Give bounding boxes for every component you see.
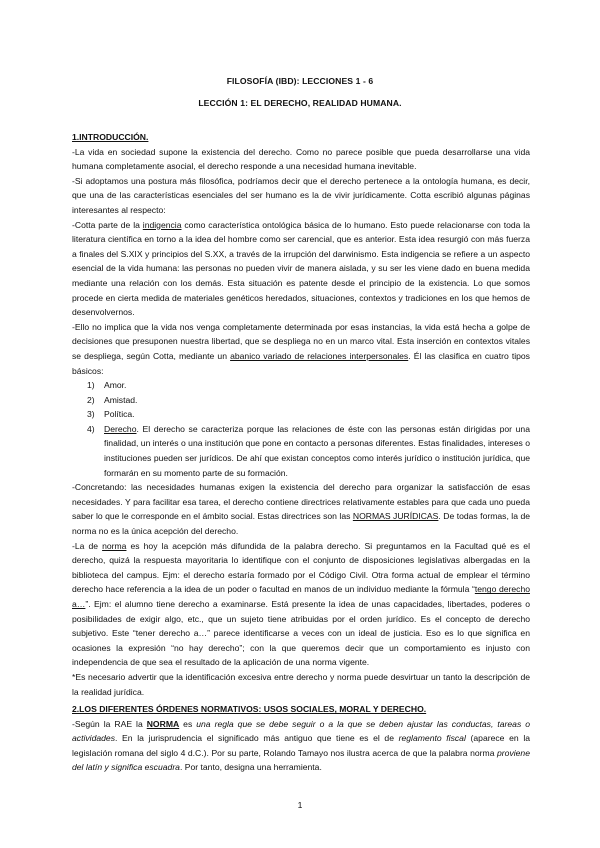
underlined-term: NORMAS JURÍDICAS bbox=[352, 511, 439, 522]
paragraph: -La vida en sociedad supone la existencia del derecho. Como no parece posible que pueda desarrollarse una vida humana completamente asocial, el derecho responde a una necesidad humana inevitable. bbox=[72, 146, 530, 172]
lesson-title: LECCIÓN 1: EL DERECHO, REALIDAD HUMANA. bbox=[198, 98, 402, 108]
list-item: 3) Política. bbox=[87, 409, 135, 420]
paragraph: -La de norma es hoy la acepción más difundida de la palabra derecho. Si preguntamos en la Facultad qué es el derecho, quizá la respuesta mayoritaria lo identifique con el conjunto de disposiciones legislativas albergadas en la biblioteca del campus. Ejm: el derecho estaría formado por el Código Civil. Otra forma actual de emplear el término derecho hace referencia a la idea de un poder o facultad en manos de un individuo mediante la fórmula “tengo derecho a…”. Ejm: el alumno tiene derecho a examinarse. Está presente la idea de unas capacidades, libertades, poderes o posibilidades de exigir algo, etc., que un sujeto tiene atribuidas por el orden jurídico. Es el concepto de derecho subjetivo. Este “tener derecho a…” parece identificarse a veces con un ideal de justicia. Eso es lo que significa en ocasiones la expresión “no hay derecho”; con la que queremos decir que un comportamiento es injusto con independencia de que sea el resultado de la aplicación de una norma vigente. bbox=[72, 540, 530, 668]
paragraph: *Es necesario advertir que la identificación excesiva entre derecho y norma puede desvirtuar un tanto la descripción de la realidad jurídica. bbox=[72, 671, 530, 697]
list-item: 4) Derecho. El derecho se caracteriza porque las relaciones de éste con las personas están dirigidas por una finalidad, un interés o una institución que pone en contacto a personas diferentes. Estas finalidades, intereses o instituciones pueden ser jurídicos. De ahí que existan conceptos como interés jurídico o institución jurídica, que formarán en su momento parte de su formación. bbox=[87, 423, 530, 478]
relation-types-list bbox=[72, 378, 530, 480]
section-introduccion bbox=[72, 130, 530, 699]
paragraph: -Cotta parte de la indigencia como característica ontológica básica de lo humano. Esto puede relacionarse con toda la literatura científica en torno a la idea del hombre como ser carencial, que es anterior. Esta idea resurgió con más fuerza a finales del S.XIX y principios del S.XX, a través de la irrupción del darwinismo. Esta indigencia se refiere a un aspecto esencial de la vida humana: las personas no pueden vivir de manera aislada, y su ser les viene dado en buena medida mediante una relación con los demás. Esta situación es patente desde el principio de la existencia. Lo que somos procede en cierta medida de materiales genéticos heredados, situaciones, contextos y tradiciones en los que hemos de desenvolvernos. bbox=[72, 219, 530, 318]
underlined-term: Derecho bbox=[104, 423, 137, 434]
paragraph: -Si adoptamos una postura más filosófica, podríamos decir que el derecho pertenece a la ontología humana, es decir, que una de las características esenciales del ser humano es la de vivir jurídicamente. Cotta escribió algunas páginas interesantes al respecto: bbox=[72, 175, 530, 215]
paragraph: -Ello no implica que la vida nos venga completamente determinada por esas instancias, la vida está hecha a golpe de decisiones que presuponen nuestra libertad, que se despliega no en un marco vital. Esta inserción en contextos vitales se despliega, según Cotta, mediante un abanico variado de relaciones interpersonales. Él las clasifica en cuatro tipos básicos: bbox=[72, 321, 530, 376]
underlined-term: NORMA bbox=[146, 718, 180, 729]
underlined-term: tengo derecho a… bbox=[72, 584, 530, 609]
underlined-term: norma bbox=[102, 540, 127, 551]
paragraph: -Concretando: las necesidades humanas exigen la existencia del derecho para organizar la satisfacción de esas necesidades. Y para facilitar esa tarea, el derecho contiene directrices relativamente estables para que cada uno pueda saber lo que le corresponde en el ámbito social. Estas directrices son las NORMAS JURÍDICAS. De todas formas, la de norma no es la única acepción del derecho. bbox=[72, 482, 531, 537]
paragraph: -Según la RAE la NORMA es una regla que se debe seguir o a la que se deben ajustar las conductas, tareas o actividades. En la jurisprudencia el significado más antiguo que tiene es el de reglamento fiscal (aparece en la legislación romana del siglo 4 d.C.). Por su parte, Rolando Tamayo nos ilustra acerca de que la palabra norma proviene del latín y significa escuadra. Por tanto, designa una herramienta. bbox=[72, 718, 531, 773]
list-item: 1) Amor. bbox=[87, 380, 127, 391]
underlined-term: indigencia bbox=[142, 219, 182, 230]
list-item: 2) Amistad. bbox=[87, 394, 138, 405]
document-title: FILOSOFÍA (IBD): LECCIONES 1 - 6 bbox=[226, 76, 374, 86]
section-heading: 2.LOS DIFERENTES ÓRDENES NORMATIVOS: USOS SOCIALES, MORAL Y DERECHO. bbox=[72, 704, 427, 714]
section-heading: 1.INTRODUCCIÓN. bbox=[72, 132, 149, 142]
page-number: 1 bbox=[297, 800, 303, 810]
underlined-term: abanico variado de relaciones interpersonales bbox=[230, 350, 409, 361]
section-ordenes-normativos bbox=[72, 702, 530, 775]
